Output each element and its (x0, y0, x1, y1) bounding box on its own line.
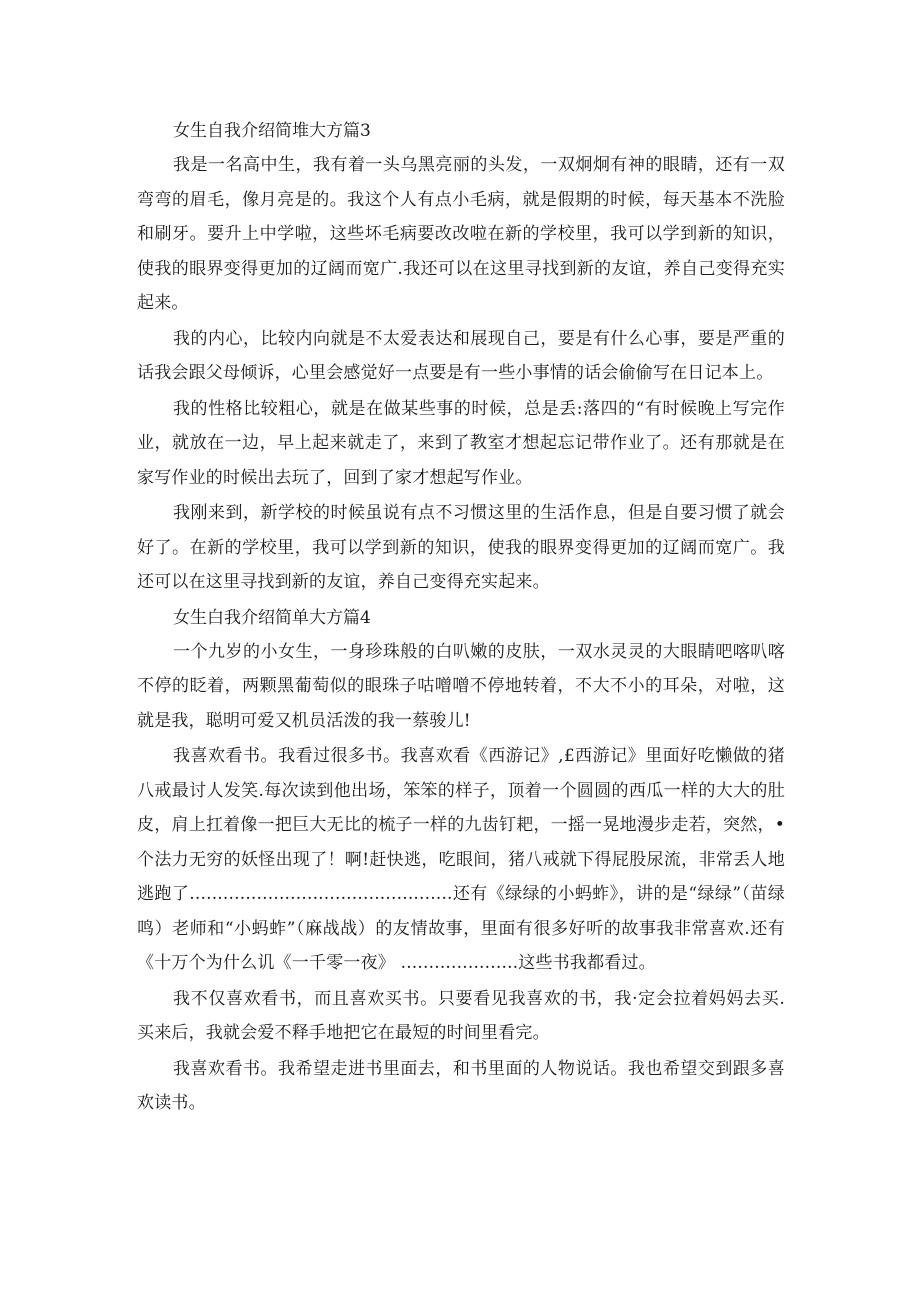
paragraph: 我的内心，比较内向就是不太爱表达和展现自己，要是有什么心事，要是严重的话我会跟父母倾诉，心里会感觉好一点要是有一些小事情的话会偷偷写在日记本上。 (137, 328, 785, 383)
paragraph: 我不仅喜欢看书，而且喜欢买书。只要看见我喜欢的书，我·定会拉着妈妈去买.买来后，我就会爱不释手地把它在最短的时间里看完。 (137, 988, 785, 1043)
paragraph: 我喜欢看书。我看过很多书。我喜欢看《西游记》,£西游记》里面好吃懒做的猪八戒最讨人发笑.每次读到他出场，笨笨的样子，顶着一个圆圆的西瓜一样的大大的肚皮，肩上扛着像一把巨大无比的梳子一样的九齿钉耙，一摇一晃地漫步走若，突然，•个法力无穷的妖怪出现了！啊!赶快逃，吃眼间，猪八戒就下得屁股尿流，非常丢人地逃跑了...............................................还有《绿绿的小蚂蚱》，讲的是“绿绿”（苗绿鸣）老师和“小蚂蚱”（麻战战）的友情故事，里面有很多好听的故事我非常喜欢.还有《十万个为什么讥《一千零一夜》 .....................这些书我都看过。 (137, 746, 785, 973)
paragraph: 一个九岁的小女生，一身珍珠般的白叭嫩的皮肤，一双水灵灵的大眼睛吧喀叭喀不停的眨着，两颗黑葡萄似的眼珠子咕噌噌不停地转着，不大不小的耳朵，对啦，这就是我，聪明可爱又机员活泼的我一蔡骏儿! (137, 641, 785, 731)
paragraph: 我刚来到，新学校的时候虽说有点不习惯这里的生活作息，但是自要习惯了就会好了。在新的学校里，我可以学到新的知识，使我的眼界变得更加的辽阔而宽广。我还可以在这里寻找到新的友谊，养自己变得充实起来。 (137, 503, 785, 592)
paragraph: 我是一名高中生，我有着一头乌黑亮丽的头发，一双炯炯有神的眼睛，还有一双弯弯的眉毛，像月亮是的。我这个人有点小毛病，就是假期的时候，每天基本不洗脸和刷牙。要升上中学啦，这些坏毛病要改改啦在新的学校里，我可以学到新的知识，使我的眼界变得更加的辽阔而宽广.我还可以在这里寻找到新的友谊，养自己变得充实起来。 (137, 155, 785, 313)
section-heading-4: 女生白我介绍简单大方篇4 (173, 607, 371, 628)
section-heading-3: 女生自我介绍简堆大方篇3 (173, 121, 371, 141)
paragraph: 我喜欢看书。我希望走进书里面去，和书里面的人物说话。我也希望交到跟多喜欢读书。 (137, 1058, 785, 1113)
paragraph: 我的性格比较粗心，就是在做某些事的时候，总是丢:落四的“有时候晚上写完作业，就放在一边，早上起来就走了，来到了教室才想起忘记带作业了。还有那就是在家写作业的时候出去玩了，回到了家才想起写作业。 (137, 398, 785, 488)
document-body (137, 114, 785, 1122)
